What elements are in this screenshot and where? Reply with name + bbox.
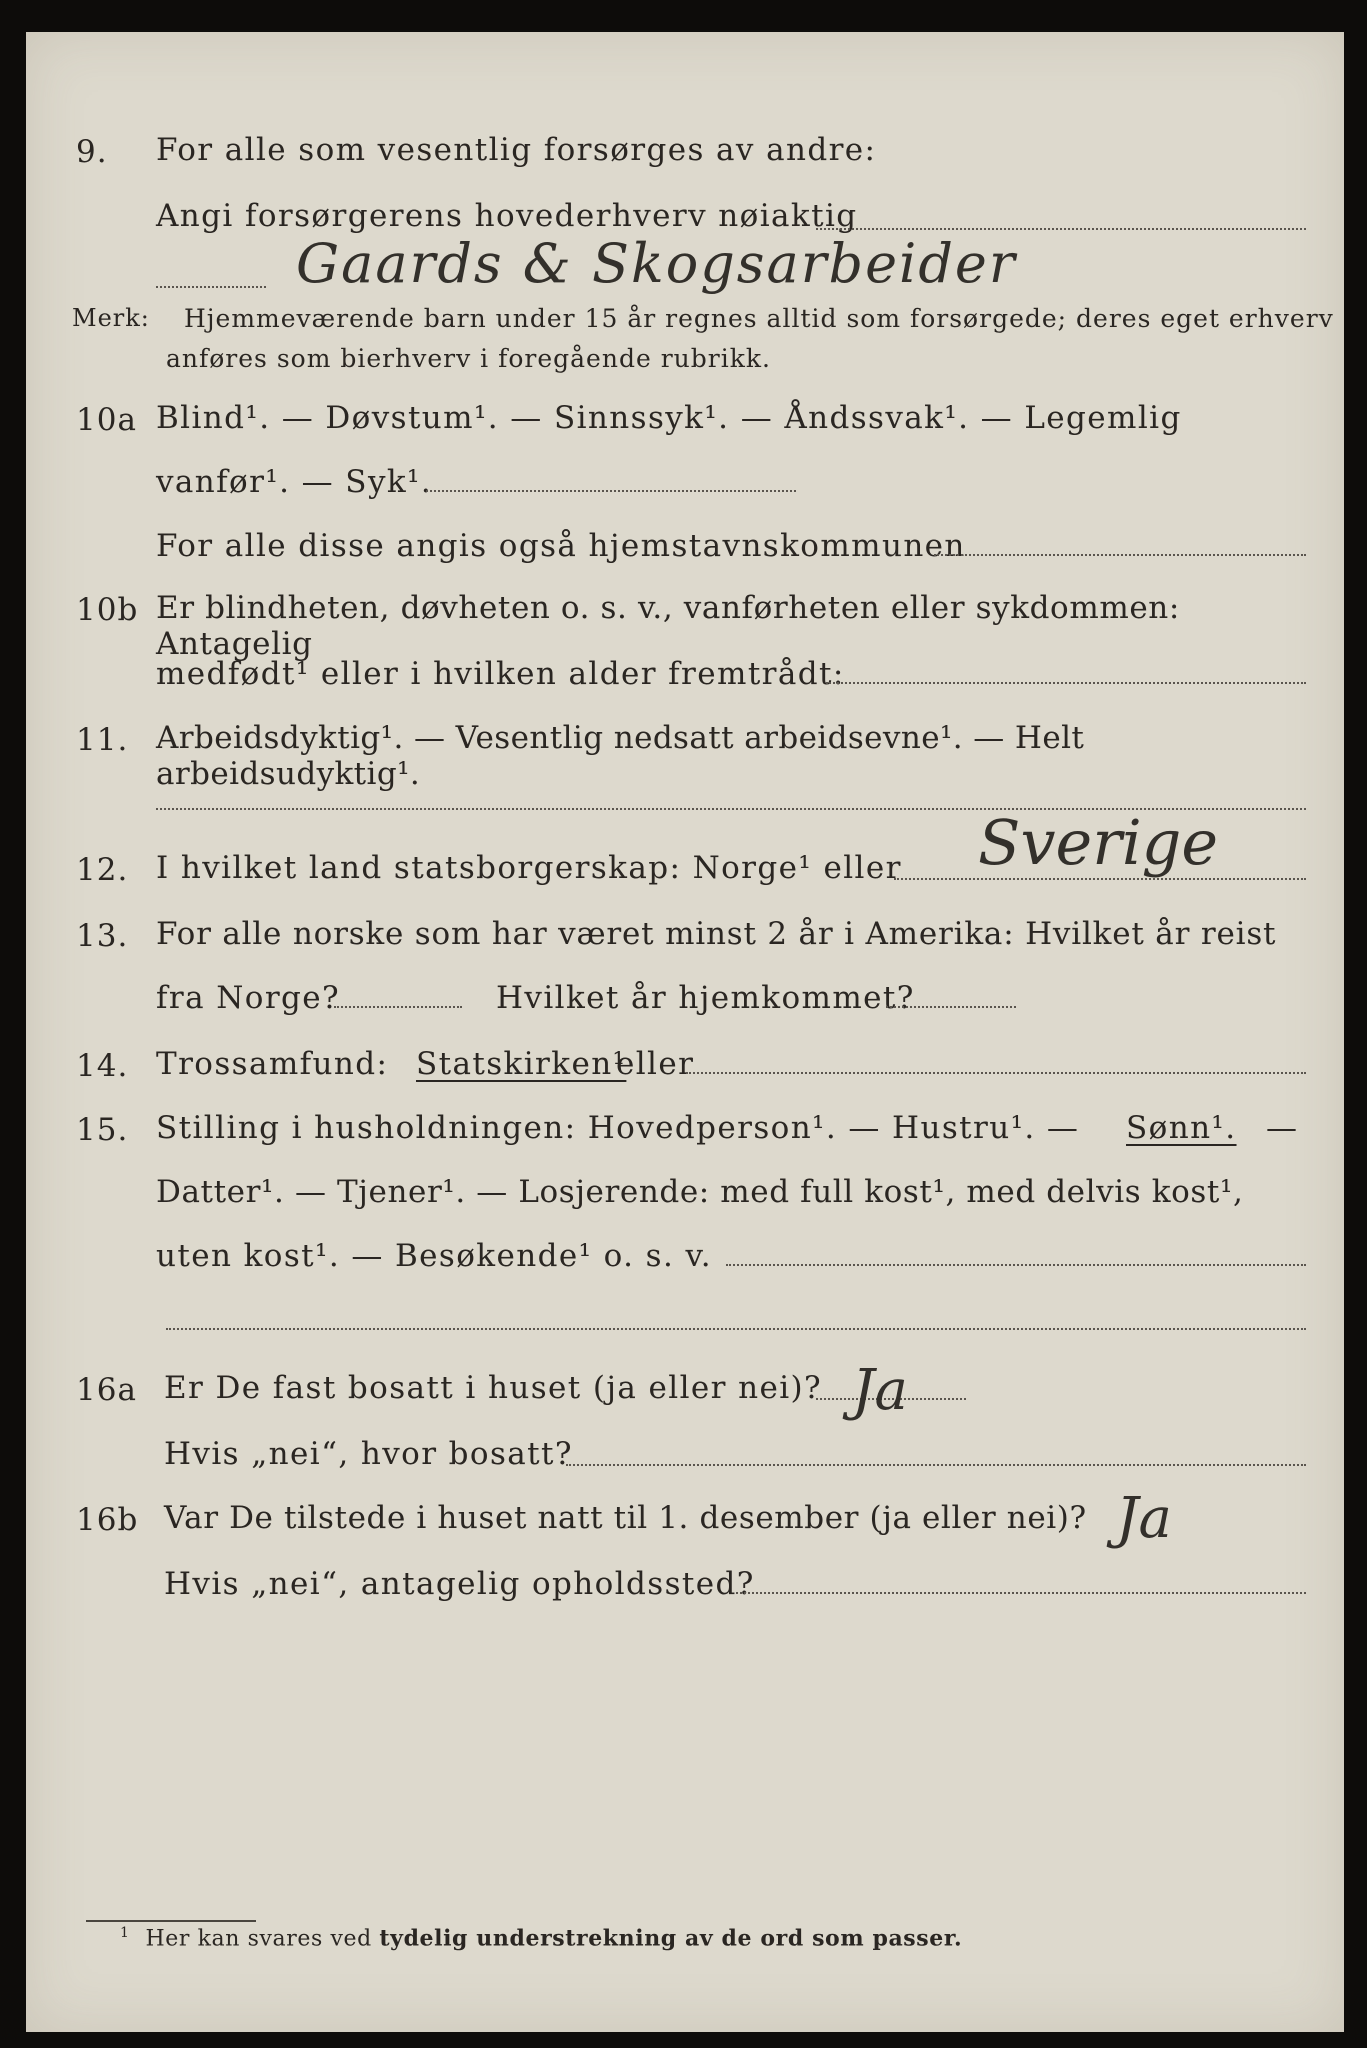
- census-form-page: [26, 32, 1344, 2032]
- footnote: [120, 1925, 962, 1951]
- q16a-line1: Er De fast bosatt i huset (ja eller nei)?: [164, 1370, 823, 1406]
- q13-line2a: fra Norge?: [156, 980, 341, 1016]
- q16a-line2: Hvis „nei“, hvor bosatt?: [164, 1436, 573, 1472]
- q12-line1: I hvilket land statsborgerskap: Norge¹ eller: [156, 850, 902, 886]
- q10a-line3: For alle disse angis også hjemstavnskommunen: [156, 528, 966, 564]
- q10a-line2-dotted: [426, 490, 796, 492]
- q16a-line2-dotted: [566, 1464, 1306, 1466]
- q15-line3: uten kost¹. — Besøkende¹ o. s. v.: [156, 1238, 712, 1274]
- q9-line2: Angi forsørgerens hovederhverv nøiaktig: [156, 198, 858, 234]
- q9-answer-line-start: [156, 286, 266, 288]
- q16b-handwritten-answer: Ja: [1116, 1486, 1172, 1551]
- q14-dotted-line: [686, 1072, 1306, 1074]
- q13-number: 13.: [76, 918, 129, 954]
- q15-line1a: Stilling i husholdningen: Hovedperson¹. — Hustru¹. —: [156, 1110, 1080, 1146]
- q15-extra-dotted-line: [166, 1328, 1306, 1330]
- q16b-number: 16b: [76, 1502, 139, 1538]
- q11-line1: Arbeidsdyktig¹. — Vesentlig nedsatt arbeidsevne¹. — Helt arbeidsudyktig¹.: [156, 720, 1085, 792]
- q13-line1: For alle norske som har været minst 2 år i Amerika: Hvilket år reist: [156, 916, 1277, 952]
- q13-line2b: Hvilket år hjemkommet?: [496, 980, 915, 1016]
- q14-label: Trossamfund:: [156, 1046, 389, 1082]
- q12-handwritten-answer: Sverige: [978, 806, 1219, 879]
- q16a-number: 16a: [76, 1372, 137, 1408]
- q14-statskirken-underlined: Statskirken¹: [416, 1046, 627, 1082]
- q14-rest: eller: [616, 1046, 695, 1082]
- q15-line2: Datter¹. — Tjener¹. — Losjerende: med full kost¹, med delvis kost¹,: [156, 1174, 1244, 1210]
- q9-number: 9.: [76, 134, 108, 170]
- footnote-mark: 1: [120, 1925, 130, 1941]
- merk-label: Merk:: [72, 304, 150, 332]
- q9-handwritten-answer: Gaards & Skogsarbeider: [296, 232, 1017, 295]
- q11-number: 11.: [76, 722, 129, 758]
- q10b-number: 10b: [76, 592, 139, 628]
- q10a-line3-dotted: [934, 554, 1306, 556]
- footnote-rule: [86, 1920, 256, 1922]
- footnote-text-b: tydelig understrekning av de ord som passer.: [379, 1925, 963, 1952]
- q14-number: 14.: [76, 1048, 129, 1084]
- q10b-line2: medfødt¹ eller i hvilken alder fremtrådt:: [156, 656, 845, 692]
- q10a-line2: vanfør¹. — Syk¹.: [156, 464, 433, 500]
- q13-line2b-dotted: [886, 1006, 1016, 1008]
- q12-number: 12.: [76, 852, 129, 888]
- q9-dotted-line: [816, 228, 1306, 230]
- q13-line2a-dotted: [334, 1006, 462, 1008]
- q10a-number: 10a: [76, 402, 137, 438]
- q16b-line2: Hvis „nei“, antagelig opholdssted?: [164, 1566, 755, 1602]
- q10b-line2-dotted: [826, 682, 1306, 684]
- q15-sonn-underlined: Sønn¹.: [1126, 1110, 1237, 1146]
- q15-line1c: —: [1266, 1110, 1299, 1146]
- footnote-text-a: Her kan svares ved: [145, 1926, 372, 1952]
- q16a-handwritten-answer: Ja: [852, 1358, 908, 1423]
- q16b-line1: Var De tilstede i huset natt til 1. desember (ja eller nei)?: [164, 1500, 1087, 1536]
- merk-line2: anføres som bierhverv i foregående rubrikk.: [166, 344, 771, 373]
- q15-number: 15.: [76, 1112, 129, 1148]
- merk-line1: Hjemmeværende barn under 15 år regnes alltid som forsørgede; deres eget erhverv: [184, 304, 1334, 333]
- q16b-line2-dotted: [736, 1592, 1306, 1594]
- q15-line3-dotted: [726, 1264, 1306, 1266]
- q10a-line1: Blind¹. — Døvstum¹. — Sinnssyk¹. — Åndssvak¹. — Legemlig: [156, 400, 1182, 436]
- q10b-line1: Er blindheten, døvheten o. s. v., vanførheten eller sykdommen: Antagelig: [156, 590, 1180, 662]
- q9-line1: For alle som vesentlig forsørges av andre:: [156, 132, 877, 168]
